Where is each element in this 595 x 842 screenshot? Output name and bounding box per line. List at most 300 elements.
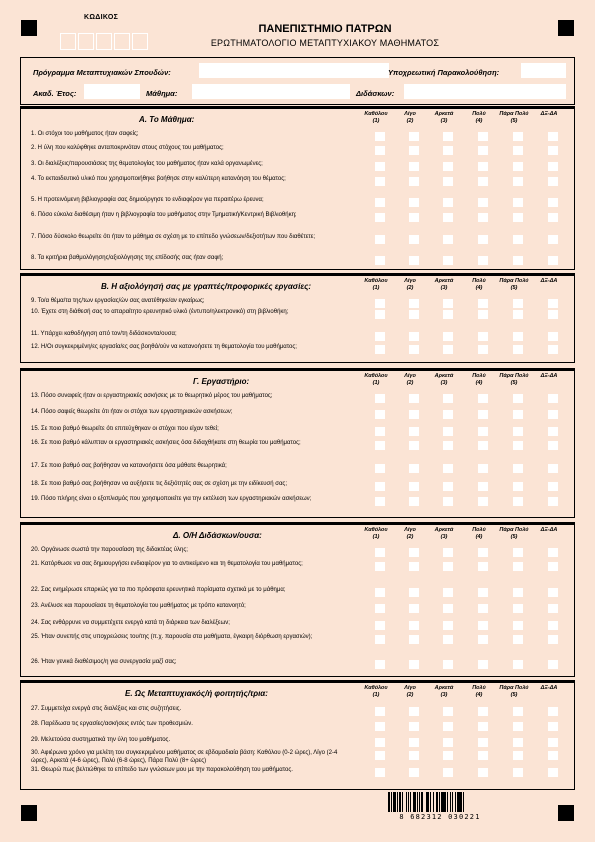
rating-checkbox[interactable]	[409, 562, 419, 571]
section-title: Δ. Ο/Η Διδάσκων/ουσα:	[173, 531, 262, 540]
rating-checkbox[interactable]	[409, 394, 419, 403]
rating-checkbox[interactable]	[409, 464, 419, 473]
section-3	[20, 368, 575, 518]
rating-checkbox[interactable]	[478, 162, 488, 171]
rating-checkbox[interactable]	[513, 299, 523, 308]
scale-number: (2)	[406, 379, 414, 386]
question-row	[21, 750, 574, 768]
rating-checkbox[interactable]	[409, 177, 419, 186]
scale-header	[496, 111, 532, 125]
registration-mark-bottom-left	[21, 805, 37, 821]
question-text: 3. Οι διαλέξεις/παρουσιάσεις της θεματολογίας του μαθήματος ήταν καλά οργανωμένες;	[31, 161, 263, 167]
rating-checkbox[interactable]	[478, 345, 488, 354]
code-box[interactable]	[114, 33, 130, 50]
rating-checkbox[interactable]	[409, 213, 419, 222]
rating-checkbox[interactable]	[548, 548, 558, 557]
rating-checkbox[interactable]	[513, 707, 523, 716]
rating-checkbox[interactable]	[548, 707, 558, 716]
rating-checkbox[interactable]	[409, 256, 419, 265]
rating-checkbox[interactable]	[409, 768, 419, 777]
rating-checkbox[interactable]	[443, 427, 453, 436]
code-box[interactable]	[132, 33, 148, 50]
rating-checkbox[interactable]	[548, 660, 558, 669]
course-info-header	[20, 57, 575, 105]
rating-checkbox[interactable]	[478, 660, 488, 669]
question-row	[21, 234, 574, 252]
academic-year-label: Ακαδ. Έτος:	[33, 89, 77, 98]
scale-number: (4)	[475, 691, 483, 698]
barcode-number: 8 682312 030221	[399, 813, 481, 821]
scale-number: (4)	[475, 117, 483, 124]
question-row	[21, 463, 574, 474]
question-text: 6. Πόσο εύκολα διαθέσιμη ήταν η βιβλιογραφία του μαθήματος στην Τμηματική/Κεντρική Βιβλιοθήκη;	[31, 212, 297, 218]
rating-checkbox[interactable]	[548, 738, 558, 747]
rating-checkbox[interactable]	[548, 635, 558, 644]
rating-checkbox[interactable]	[478, 410, 488, 419]
rating-checkbox[interactable]	[443, 604, 453, 613]
rating-checkbox[interactable]	[478, 738, 488, 747]
rating-checkbox[interactable]	[548, 410, 558, 419]
rating-checkbox[interactable]	[375, 345, 385, 354]
teachers-field[interactable]	[404, 84, 566, 99]
scale-header	[358, 111, 394, 125]
rating-checkbox[interactable]	[478, 177, 488, 186]
section-1	[20, 106, 575, 270]
scale-number: (3)	[440, 284, 448, 291]
scale-number: (2)	[406, 533, 414, 540]
rating-checkbox[interactable]	[443, 146, 453, 155]
rating-checkbox[interactable]	[548, 310, 558, 319]
rating-checkbox[interactable]	[409, 299, 419, 308]
rating-checkbox[interactable]	[513, 604, 523, 613]
question-text: 7. Πόσο δύσκολο θεωρείτε ότι ήταν το μάθημα σε σχέση με το επίπεδο γνώσεων/δεξιοτήτων που διαθέτετε;	[31, 234, 316, 240]
rating-checkbox[interactable]	[443, 132, 453, 141]
rating-checkbox[interactable]	[375, 738, 385, 747]
rating-checkbox[interactable]	[443, 738, 453, 747]
rating-checkbox[interactable]	[375, 497, 385, 506]
scale-number: (1)	[372, 117, 380, 124]
rating-checkbox[interactable]	[409, 310, 419, 319]
rating-checkbox[interactable]	[375, 132, 385, 141]
scale-header	[426, 278, 462, 292]
rating-checkbox[interactable]	[375, 198, 385, 207]
rating-checkbox[interactable]	[548, 146, 558, 155]
rating-checkbox[interactable]	[443, 332, 453, 341]
scale-header	[358, 685, 394, 699]
rating-checkbox[interactable]	[375, 588, 385, 597]
rating-checkbox[interactable]	[513, 751, 523, 760]
rating-checkbox[interactable]	[375, 548, 385, 557]
course-label: Μάθημα:	[146, 89, 178, 98]
scale-label: Αρκετά	[434, 373, 454, 379]
rating-checkbox[interactable]	[513, 177, 523, 186]
rating-checkbox[interactable]	[443, 707, 453, 716]
rating-checkbox[interactable]	[513, 256, 523, 265]
rating-checkbox[interactable]	[443, 635, 453, 644]
rating-checkbox[interactable]	[548, 621, 558, 630]
rating-checkbox[interactable]	[375, 660, 385, 669]
rating-checkbox[interactable]	[513, 441, 523, 450]
rating-checkbox[interactable]	[375, 707, 385, 716]
rating-checkbox[interactable]	[513, 410, 523, 419]
scale-label: Καθόλου	[364, 373, 388, 379]
scale-number: (4)	[475, 533, 483, 540]
rating-checkbox[interactable]	[478, 588, 488, 597]
rating-checkbox[interactable]	[443, 482, 453, 491]
scale-header	[496, 527, 532, 541]
rating-checkbox[interactable]	[409, 198, 419, 207]
rating-checkbox[interactable]	[513, 162, 523, 171]
rating-checkbox[interactable]	[513, 722, 523, 731]
rating-checkbox[interactable]	[548, 132, 558, 141]
academic-year-field[interactable]	[84, 84, 140, 99]
rating-checkbox[interactable]	[375, 482, 385, 491]
rating-checkbox[interactable]	[443, 299, 453, 308]
rating-checkbox[interactable]	[513, 621, 523, 630]
rating-checkbox[interactable]	[443, 213, 453, 222]
registration-mark-top-right	[558, 20, 574, 36]
rating-checkbox[interactable]	[375, 162, 385, 171]
rating-checkbox[interactable]	[548, 497, 558, 506]
rating-checkbox[interactable]	[409, 497, 419, 506]
rating-checkbox[interactable]	[478, 256, 488, 265]
rating-checkbox[interactable]	[513, 345, 523, 354]
scale-header	[426, 685, 462, 699]
rating-checkbox[interactable]	[375, 310, 385, 319]
scale-label: Αρκετά	[434, 527, 454, 533]
rating-checkbox[interactable]	[443, 441, 453, 450]
rating-checkbox[interactable]	[548, 345, 558, 354]
rating-checkbox[interactable]	[548, 562, 558, 571]
question-row	[21, 393, 574, 404]
question-row	[21, 620, 574, 631]
scale-label: Λίγο	[404, 111, 416, 117]
question-text: 24. Σας ενθάρρυνε να συμμετέχετε ενεργά κατά τη διάρκεια των διαλέξεων;	[31, 620, 230, 626]
rating-checkbox[interactable]	[513, 588, 523, 597]
rating-checkbox[interactable]	[443, 621, 453, 630]
rating-checkbox[interactable]	[513, 548, 523, 557]
rating-checkbox[interactable]	[443, 464, 453, 473]
rating-checkbox[interactable]	[548, 441, 558, 450]
question-text: 22. Σας ενημέρωσε επαρκώς για τα πιο πρόσφατα ερευνητικά πορίσματα σχετικά με το μάθημα;	[31, 587, 286, 593]
rating-checkbox[interactable]	[478, 751, 488, 760]
rating-checkbox[interactable]	[443, 256, 453, 265]
rating-checkbox[interactable]	[513, 768, 523, 777]
rating-checkbox[interactable]	[548, 394, 558, 403]
rating-checkbox[interactable]	[513, 660, 523, 669]
rating-checkbox[interactable]	[375, 427, 385, 436]
rating-checkbox[interactable]	[443, 235, 453, 244]
rating-checkbox[interactable]	[478, 722, 488, 731]
rating-checkbox[interactable]	[443, 588, 453, 597]
attendance-label: Υποχρεωτική Παρακολούθηση:	[388, 68, 500, 77]
scale-number: (5)	[510, 533, 518, 540]
rating-checkbox[interactable]	[478, 548, 488, 557]
scale-header	[392, 373, 428, 387]
rating-checkbox[interactable]	[409, 162, 419, 171]
question-row	[21, 587, 574, 598]
rating-checkbox[interactable]	[409, 604, 419, 613]
rating-checkbox[interactable]	[478, 427, 488, 436]
rating-checkbox[interactable]	[478, 213, 488, 222]
rating-checkbox[interactable]	[409, 635, 419, 644]
scale-number: (3)	[440, 533, 448, 540]
scale-number: (1)	[372, 379, 380, 386]
program-field[interactable]	[199, 63, 389, 78]
scale-number: (5)	[510, 379, 518, 386]
rating-checkbox[interactable]	[375, 441, 385, 450]
rating-checkbox[interactable]	[513, 332, 523, 341]
question-text: 15. Σε ποιο βαθμό θεωρείτε ότι επιτεύχθηκαν οι στόχοι που είχαν τεθεί;	[31, 426, 219, 432]
scale-label: Αρκετά	[434, 111, 454, 117]
rating-checkbox[interactable]	[548, 464, 558, 473]
scale-header	[358, 278, 394, 292]
rating-checkbox[interactable]	[409, 548, 419, 557]
scale-header	[531, 527, 567, 534]
section-title: Β. Η αξιολόγησή σας με γραπτές/προφορικές εργασίες:	[101, 282, 312, 291]
section-4	[20, 522, 575, 677]
scale-header	[461, 527, 497, 541]
rating-checkbox[interactable]	[409, 410, 419, 419]
scale-label: Πολύ	[472, 111, 486, 117]
barcode	[388, 792, 492, 812]
scale-header	[496, 278, 532, 292]
rating-checkbox[interactable]	[375, 332, 385, 341]
rating-checkbox[interactable]	[548, 256, 558, 265]
scale-number: (4)	[475, 284, 483, 291]
rating-checkbox[interactable]	[513, 497, 523, 506]
rating-checkbox[interactable]	[409, 427, 419, 436]
scale-header	[392, 685, 428, 699]
rating-checkbox[interactable]	[443, 497, 453, 506]
scale-label: Πάρα Πολύ	[499, 111, 529, 117]
rating-checkbox[interactable]	[548, 427, 558, 436]
rating-checkbox[interactable]	[478, 621, 488, 630]
rating-checkbox[interactable]	[478, 235, 488, 244]
attendance-field[interactable]	[521, 63, 566, 78]
rating-checkbox[interactable]	[478, 497, 488, 506]
rating-checkbox[interactable]	[443, 660, 453, 669]
rating-checkbox[interactable]	[443, 548, 453, 557]
rating-checkbox[interactable]	[443, 751, 453, 760]
rating-checkbox[interactable]	[375, 177, 385, 186]
question-text: 23. Ανέλυσε και παρουσίασε τη θεματολογία του μαθήματος με τρόπο κατανοητό;	[31, 603, 246, 609]
question-row	[21, 331, 574, 342]
rating-checkbox[interactable]	[409, 146, 419, 155]
rating-checkbox[interactable]	[443, 310, 453, 319]
rating-checkbox[interactable]	[443, 722, 453, 731]
rating-checkbox[interactable]	[548, 299, 558, 308]
rating-checkbox[interactable]	[478, 198, 488, 207]
question-row	[21, 426, 574, 437]
question-row	[21, 767, 574, 785]
question-text: 20. Οργάνωσε σωστά την παρουσίαση της διδακτέας ύλης;	[31, 547, 188, 553]
rating-checkbox[interactable]	[375, 604, 385, 613]
rating-checkbox[interactable]	[375, 235, 385, 244]
university-title: ΠΑΝΕΠΙΣΤΗΜΙΟ ΠΑΤΡΩΝ	[258, 23, 392, 35]
rating-checkbox[interactable]	[409, 751, 419, 760]
rating-checkbox[interactable]	[409, 482, 419, 491]
question-text: 18. Σε ποιο βαθμό σας βοήθησαν να αυξήσετε τις δεξιότητές σας σε σχέση με την ειδίκευσή σας;	[31, 481, 287, 487]
rating-checkbox[interactable]	[513, 235, 523, 244]
rating-checkbox[interactable]	[548, 198, 558, 207]
rating-checkbox[interactable]	[409, 707, 419, 716]
scale-label: Πολύ	[472, 278, 486, 284]
rating-checkbox[interactable]	[409, 621, 419, 630]
rating-checkbox[interactable]	[375, 562, 385, 571]
rating-checkbox[interactable]	[375, 146, 385, 155]
rating-checkbox[interactable]	[548, 722, 558, 731]
scale-label: Πολύ	[472, 527, 486, 533]
scale-label: Λίγο	[404, 278, 416, 284]
rating-checkbox[interactable]	[513, 482, 523, 491]
question-row	[21, 145, 574, 156]
scale-header	[461, 373, 497, 387]
question-row	[21, 131, 574, 142]
question-row	[21, 440, 574, 458]
rating-checkbox[interactable]	[513, 464, 523, 473]
question-row	[21, 561, 574, 579]
rating-checkbox[interactable]	[478, 332, 488, 341]
rating-checkbox[interactable]	[443, 198, 453, 207]
rating-checkbox[interactable]	[548, 162, 558, 171]
rating-checkbox[interactable]	[513, 310, 523, 319]
question-row	[21, 409, 574, 420]
rating-checkbox[interactable]	[375, 768, 385, 777]
rating-checkbox[interactable]	[375, 635, 385, 644]
question-text: 16. Σε ποιο βαθμό κάλυπταν οι εργαστηριακές ασκήσεις όσα διδαχθήκατε στη θεωρία του μαθήματος;	[31, 440, 301, 446]
scale-label: ΔΞ-ΔΑ	[540, 373, 558, 379]
question-text: 5. Η προτεινόμενη βιβλιογραφία σας δημιούργησε το ενδιαφέρον για περαιτέρω έρευνα;	[31, 197, 264, 203]
question-row	[21, 212, 574, 230]
rating-checkbox[interactable]	[548, 332, 558, 341]
rating-checkbox[interactable]	[375, 751, 385, 760]
question-row	[21, 659, 574, 670]
scale-label: Πολύ	[472, 685, 486, 691]
rating-checkbox[interactable]	[409, 660, 419, 669]
rating-checkbox[interactable]	[443, 177, 453, 186]
rating-checkbox[interactable]	[409, 132, 419, 141]
question-row	[21, 721, 574, 732]
rating-checkbox[interactable]	[478, 707, 488, 716]
question-text: 11. Υπάρχει καθοδήγηση από τον/τη διδάσκοντα/ουσα;	[31, 331, 177, 337]
rating-checkbox[interactable]	[513, 738, 523, 747]
rating-checkbox[interactable]	[513, 198, 523, 207]
rating-checkbox[interactable]	[375, 621, 385, 630]
rating-checkbox[interactable]	[513, 132, 523, 141]
course-field[interactable]	[192, 84, 350, 99]
rating-checkbox[interactable]	[443, 394, 453, 403]
rating-checkbox[interactable]	[478, 604, 488, 613]
question-row	[21, 603, 574, 614]
question-row	[21, 161, 574, 172]
rating-checkbox[interactable]	[409, 588, 419, 597]
scale-header	[392, 111, 428, 125]
scale-number: (5)	[510, 691, 518, 698]
rating-checkbox[interactable]	[375, 410, 385, 419]
section-title: Γ. Εργαστήριο:	[193, 377, 250, 386]
scale-label: Πολύ	[472, 373, 486, 379]
rating-checkbox[interactable]	[513, 146, 523, 155]
question-text: 8. Τα κριτήρια βαθμολόγησης/αξιολόγησης της επίδοσής σας ήταν σαφή;	[31, 255, 224, 261]
question-text: 21. Κατόρθωσε να σας δημιουργήσει ενδιαφέρον για το αντικείμενο και τη θεματολογία του μαθήματος;	[31, 561, 303, 567]
rating-checkbox[interactable]	[375, 213, 385, 222]
rating-checkbox[interactable]	[513, 635, 523, 644]
teachers-label: Διδάσκων:	[356, 89, 395, 98]
scale-label: Αρκετά	[434, 278, 454, 284]
rating-checkbox[interactable]	[409, 722, 419, 731]
question-row	[21, 255, 574, 266]
rating-checkbox[interactable]	[409, 332, 419, 341]
rating-checkbox[interactable]	[513, 213, 523, 222]
rating-checkbox[interactable]	[478, 310, 488, 319]
question-text: 4. Το εκπαιδευτικό υλικό που χρησιμοποιήθηκε βοήθησε στην καλύτερη κατανόηση του θέματος;	[31, 176, 286, 182]
rating-checkbox[interactable]	[443, 410, 453, 419]
rating-checkbox[interactable]	[375, 394, 385, 403]
question-text: 9. Το/α θέμα/τα της/των εργασίας/ών σας ανατέθηκε/αν εγκαίρως;	[31, 298, 205, 304]
scale-header	[461, 111, 497, 125]
code-box[interactable]	[78, 33, 94, 50]
code-box[interactable]	[96, 33, 112, 50]
rating-checkbox[interactable]	[478, 299, 488, 308]
section-title: Α. Το Μάθημα:	[139, 115, 195, 124]
rating-checkbox[interactable]	[443, 768, 453, 777]
section-title: Ε. Ως Μεταπτυχιακός/ή φοιτητής/τρια:	[125, 689, 268, 698]
scale-label: Πάρα Πολύ	[499, 685, 529, 691]
rating-checkbox[interactable]	[409, 738, 419, 747]
rating-checkbox[interactable]	[375, 464, 385, 473]
rating-checkbox[interactable]	[409, 345, 419, 354]
rating-checkbox[interactable]	[443, 345, 453, 354]
rating-checkbox[interactable]	[513, 562, 523, 571]
rating-checkbox[interactable]	[375, 256, 385, 265]
rating-checkbox[interactable]	[375, 722, 385, 731]
rating-checkbox[interactable]	[478, 464, 488, 473]
rating-checkbox[interactable]	[478, 132, 488, 141]
question-row	[21, 481, 574, 492]
rating-checkbox[interactable]	[548, 213, 558, 222]
rating-checkbox[interactable]	[478, 441, 488, 450]
rating-checkbox[interactable]	[478, 482, 488, 491]
rating-checkbox[interactable]	[548, 177, 558, 186]
rating-checkbox[interactable]	[548, 482, 558, 491]
rating-checkbox[interactable]	[548, 768, 558, 777]
rating-checkbox[interactable]	[478, 562, 488, 571]
rating-checkbox[interactable]	[375, 299, 385, 308]
scale-label: ΔΞ-ΔΑ	[540, 111, 558, 117]
rating-checkbox[interactable]	[409, 235, 419, 244]
rating-checkbox[interactable]	[548, 235, 558, 244]
rating-checkbox[interactable]	[478, 768, 488, 777]
rating-checkbox[interactable]	[513, 394, 523, 403]
rating-checkbox[interactable]	[548, 604, 558, 613]
program-label: Πρόγραμμα Μεταπτυχιακών Σπουδών:	[33, 68, 171, 77]
scale-number: (1)	[372, 284, 380, 291]
rating-checkbox[interactable]	[478, 635, 488, 644]
rating-checkbox[interactable]	[409, 441, 419, 450]
rating-checkbox[interactable]	[443, 162, 453, 171]
code-box[interactable]	[60, 33, 76, 50]
question-row	[21, 344, 574, 362]
scale-header	[531, 278, 567, 285]
rating-checkbox[interactable]	[443, 562, 453, 571]
rating-checkbox[interactable]	[513, 427, 523, 436]
rating-checkbox[interactable]	[478, 394, 488, 403]
scale-header	[392, 278, 428, 292]
rating-checkbox[interactable]	[548, 588, 558, 597]
rating-checkbox[interactable]	[548, 751, 558, 760]
rating-checkbox[interactable]	[478, 146, 488, 155]
